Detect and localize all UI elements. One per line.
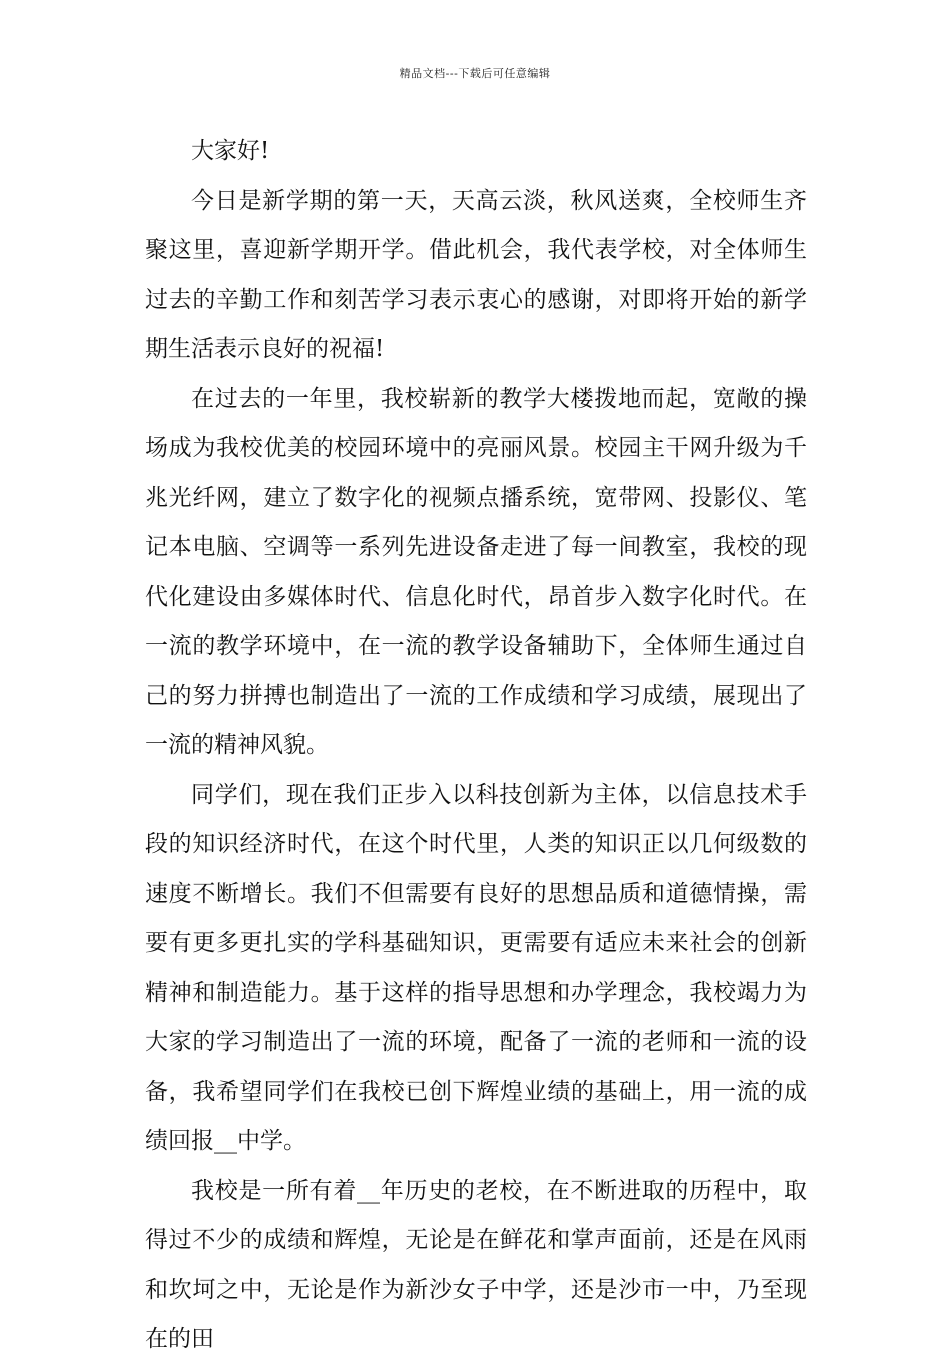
page-header: 精品文档---下载后可任意编辑 [399,67,551,80]
greeting-paragraph: 大家好! [191,138,270,164]
paragraph: 同学们，现在我们正步入以科技创新为主体，以信息技术手段的知识经济时代，在这个时代里，人类的知识正以几何级数的速度不断增长。我们不但需要有良好的思想品质和道德情操，需要有更多更扎实的学科基础知识，更需要有适应未来社会的创新精神和制造能力。基于这样的指导思想和办学理念，我校竭力为大家的学习制造出了一流的环境，配备了一流的老师和一流的设备，我希望同学们在我校已创下辉煌业绩的基础上，用一流的成绩回报__中学。 [145,781,807,1154]
paragraph: 在过去的一年里，我校崭新的教学大楼拨地而起，宽敞的操场成为我校优美的校园环境中的亮丽风景。校园主干网升级为千兆光纤网，建立了数字化的视频点播系统，宽带网、投影仪、笔记本电脑、空调等一系列先进设备走进了每一间教室，我校的现代化建设由多媒体时代、信息化时代，昂首步入数字化时代。在一流的教学环境中，在一流的教学设备辅助下，全体师生通过自己的努力拼搏也制造出了一流的工作成绩和学习成绩，展现出了一流的精神风貌。 [145,385,807,758]
paragraph: 今日是新学期的第一天，天高云淡，秋风送爽，全校师生齐聚这里，喜迎新学期开学。借此机会，我代表学校，对全体师生过去的辛勤工作和刻苦学习表示衷心的感谢，对即将开始的新学期生活表示良好的祝福! [145,187,807,362]
paragraph: 我校是一所有着__年历史的老校，在不断进取的历程中，取得过不少的成绩和辉煌，无论是在鲜花和掌声面前，还是在风雨和坎坷之中，无论是作为新沙女子中学，还是沙市一中，乃至现在的田 [145,1177,807,1352]
document-body [145,127,807,1365]
